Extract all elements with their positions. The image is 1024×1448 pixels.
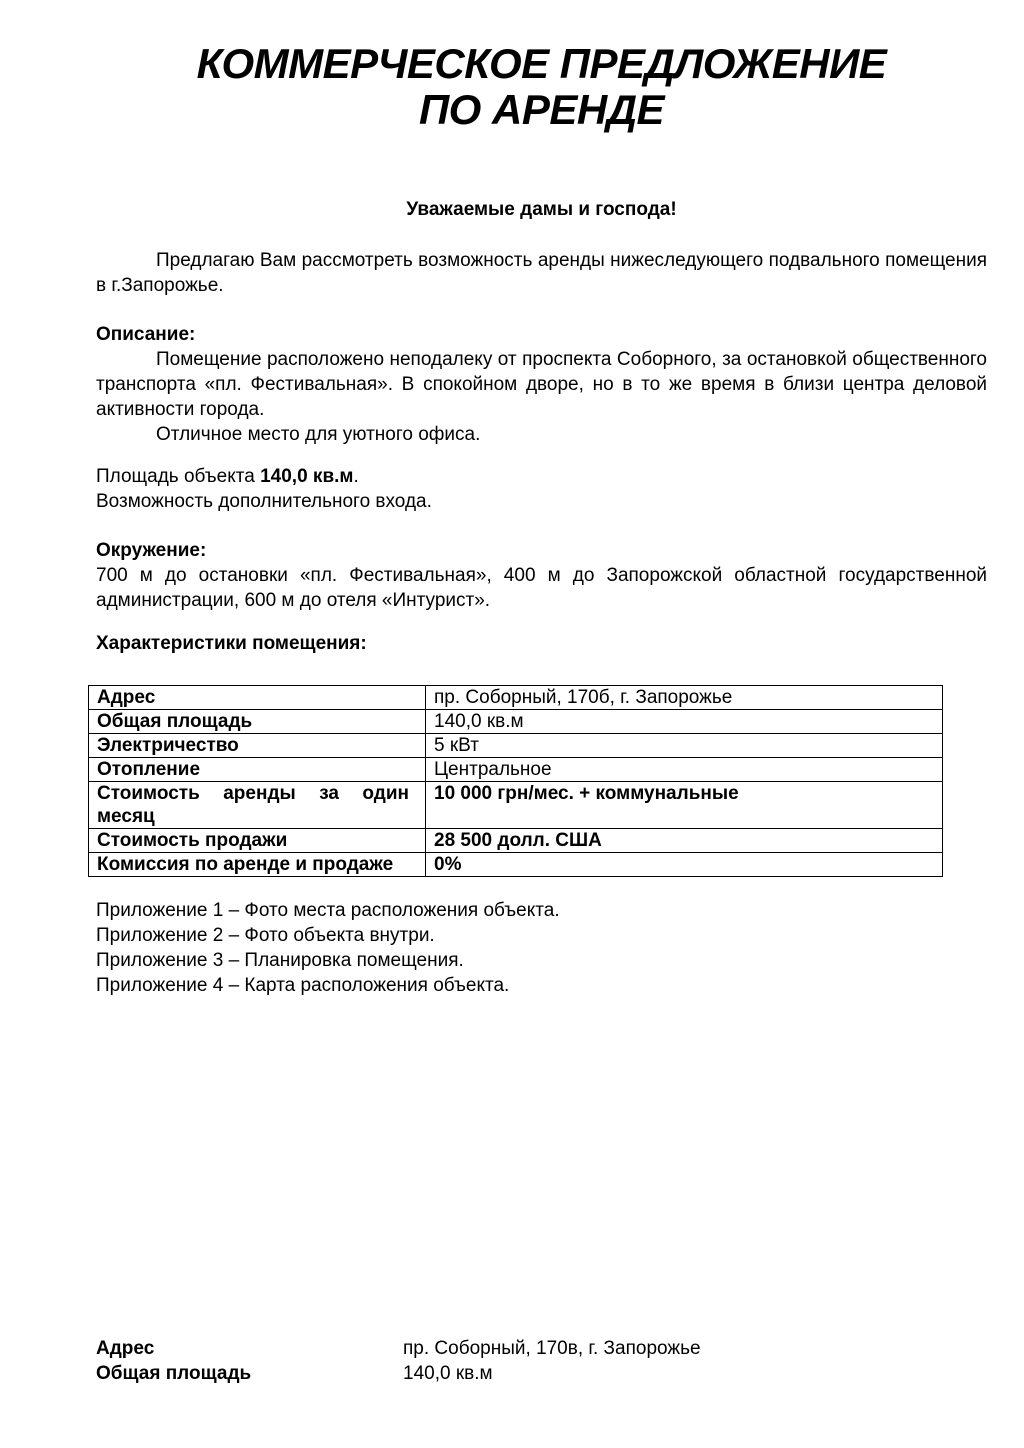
characteristics-heading: Характеристики помещения: [96,633,367,654]
footer-address-label: Адрес [96,1338,155,1359]
table-row-sale-price [89,829,943,853]
row-label: Электричество [89,734,426,758]
table-row-total-area [89,710,943,734]
attachment-item-2: Приложение 2 – Фото объекта внутри. [96,925,435,946]
document-title-line2: ПО АРЕНДЕ [418,86,665,133]
row-label: Стоимость аренды за один месяц [89,782,426,829]
object-area-suffix: . [353,466,359,487]
description-note: Отличное место для уютного офиса. [156,424,481,445]
row-value: 10 000 грн/мес. + коммунальные [426,782,943,829]
footer-address-value: пр. Соборный, 170в, г. Запорожье [403,1338,701,1359]
object-area-line [96,464,987,489]
row-value: 0% [426,853,943,877]
extra-entrance-line: Возможность дополнительного входа. [96,491,432,512]
surroundings-text: 700 м до остановки «пл. Фестивальная», 400 м до Запорожской областной государственной администрации, 600 м до отеля «Интурист». [96,565,987,611]
greeting-line: Уважаемые дамы и господа! [406,199,677,220]
footer-block [96,1336,701,1386]
attachment-item-4: Приложение 4 – Карта расположения объекта. [96,975,510,996]
table-row-rent-price [89,782,943,829]
table-row-address [89,686,943,710]
footer-area-value: 140,0 кв.м [403,1363,493,1384]
row-label: Общая площадь [89,710,426,734]
row-label: Адрес [89,686,426,710]
row-value: 28 500 долл. США [426,829,943,853]
characteristics-table [88,685,943,877]
attachment-item-1: Приложение 1 – Фото места расположения объекта. [96,900,560,921]
footer-address-row [96,1336,701,1361]
footer-area-row [96,1361,701,1386]
table-row-commission [89,853,943,877]
table-row-heating [89,758,943,782]
surroundings-heading: Окружение: [96,540,207,561]
row-label: Отопление [89,758,426,782]
document-title-line1: КОММЕРЧЕСКОЕ ПРЕДЛОЖЕНИЕ [196,40,887,87]
row-value: Центральное [426,758,943,782]
table-row-electricity [89,734,943,758]
document-title [96,41,987,133]
description-heading: Описание: [96,324,196,345]
object-area-prefix: Площадь объекта [96,466,261,487]
footer-area-label: Общая площадь [96,1363,252,1384]
attachment-item-3: Приложение 3 – Планировка помещения. [96,950,464,971]
row-value: пр. Соборный, 170б, г. Запорожье [426,686,943,710]
object-area-value: 140,0 кв.м [260,466,354,487]
row-value: 5 кВт [426,734,943,758]
row-label: Стоимость продажи [89,829,426,853]
intro-paragraph: Предлагаю Вам рассмотреть возможность аренды нижеследующего подвального помещения в г.Запорожье. [96,250,987,296]
attachments-list [96,898,987,998]
row-label: Комиссия по аренде и продаже [89,853,426,877]
description-paragraph: Помещение расположено неподалеку от проспекта Соборного, за остановкой общественного транспорта «пл. Фестивальная». В спокойном дворе, но в то же время в близи центра деловой активности города. [96,349,987,420]
row-value: 140,0 кв.м [426,710,943,734]
